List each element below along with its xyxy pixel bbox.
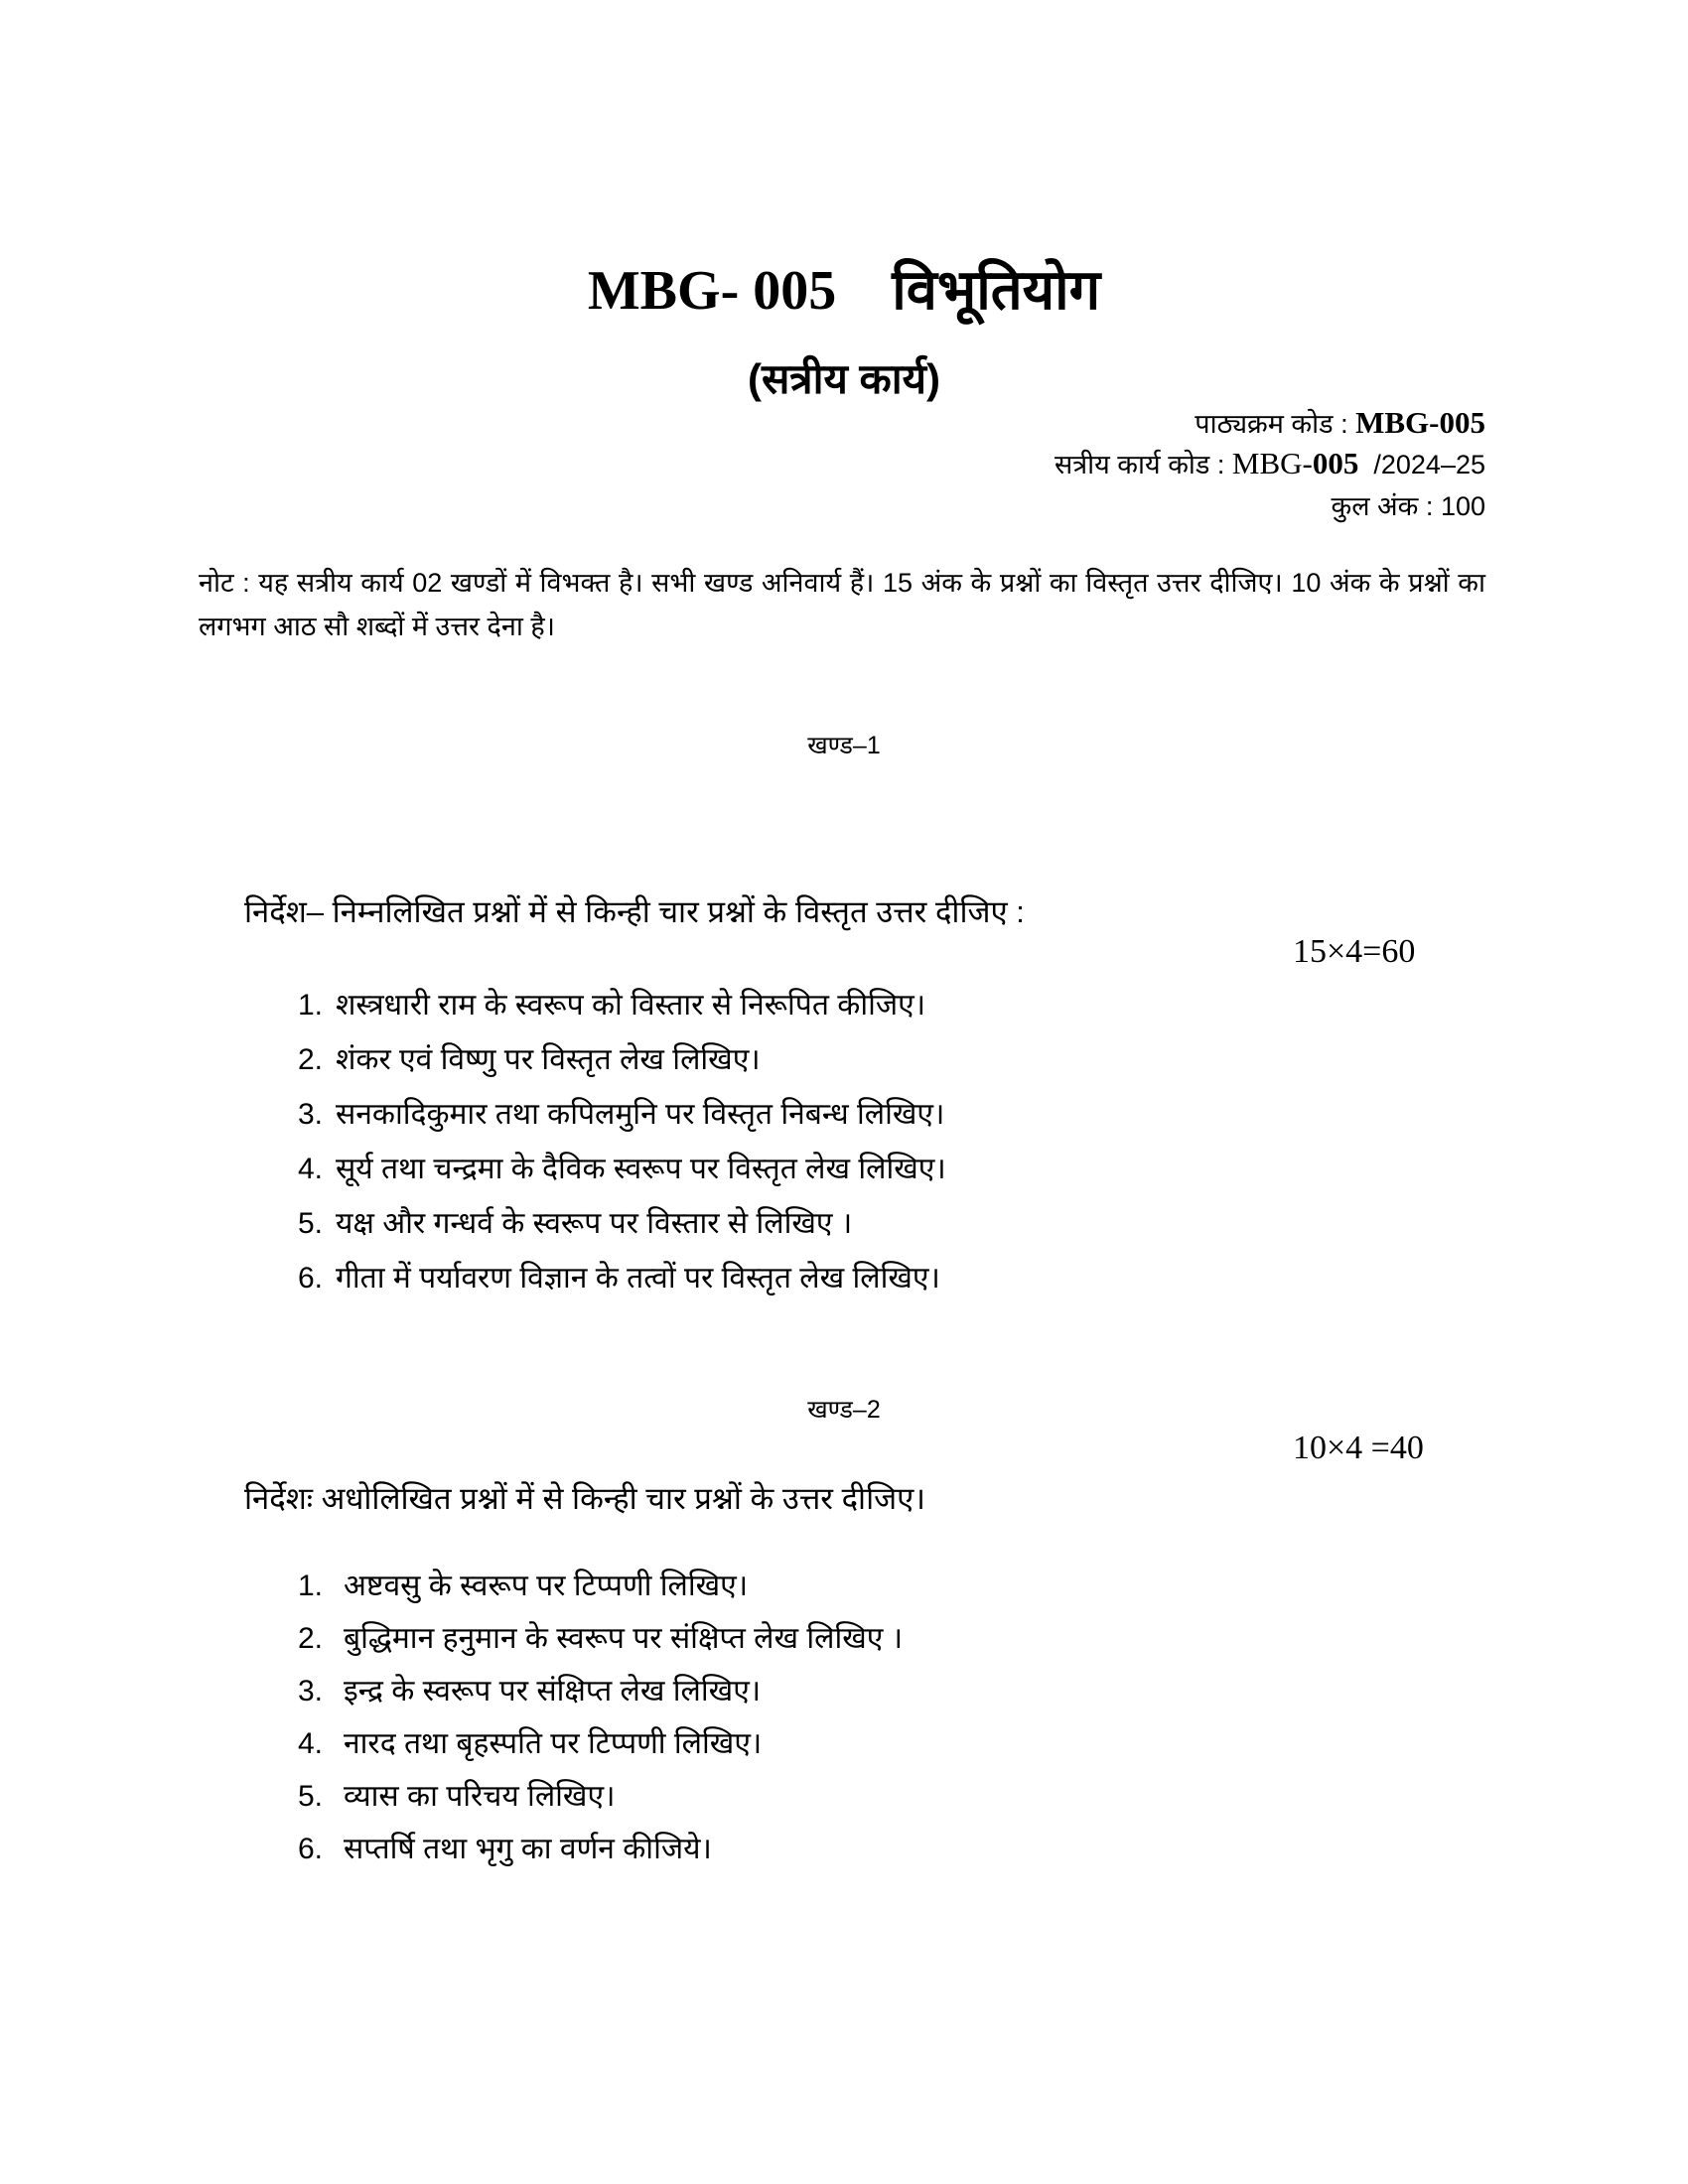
total-marks-line — [1332, 486, 1486, 523]
list-item: 3. इन्द्र के स्वरूप पर संक्षिप्त लेख लिखिए। — [298, 1675, 762, 1707]
list-item: 5. व्यास का परिचय लिखिए। — [298, 1780, 616, 1813]
course-code-line — [1195, 404, 1485, 441]
list-item: 2. बुद्धिमान हनुमान के स्वरूप पर संक्षिप्त लेख लिखिए । — [298, 1622, 904, 1655]
page-subtitle: (सत्रीय कार्य) — [748, 355, 940, 402]
total-marks-value: 100 — [1440, 491, 1485, 521]
list-item: 6. सप्तर्षि तथा भृगु का वर्णन कीजिये। — [298, 1833, 712, 1865]
section-2-marks: 10×4 =40 — [1293, 1430, 1424, 1466]
section-2-heading: खण्ड–2 — [807, 1396, 881, 1424]
course-title: विभूतियोग — [892, 258, 1101, 321]
list-item: 1. अष्टवसु के स्वरूप पर टिप्पणी लिखिए। — [298, 1570, 749, 1602]
list-item: 3. सनकादिकुमार तथा कपिलमुनि पर विस्तृत निबन्ध लिखिए। — [298, 1098, 945, 1131]
list-item: 2. शंकर एवं विष्णु पर विस्तृत लेख लिखिए। — [298, 1043, 761, 1076]
section-1-heading: खण्ड–1 — [807, 732, 881, 759]
list-item: 4. नारद तथा बृहस्पति पर टिप्पणी लिखिए। — [298, 1727, 763, 1760]
note-paragraph: नोट : यह सत्रीय कार्य 02 खण्डों में विभक्त है। सभी खण्ड अनिवार्य हैं। 15 अंक के प्रश्नों का विस्तृत उत्तर दीजिए। 10 अंक के प्रश्नों का लगभग आठ सौ शब्दों में उत्तर देना है। — [199, 568, 1485, 641]
section-2-questions — [298, 1564, 903, 1879]
list-item: 4. सूर्य तथा चन्द्रमा के दैविक स्वरूप पर विस्तृत लेख लिखिए। — [298, 1153, 946, 1185]
section-2-instruction: निर्देशः अधोलिखित प्रश्नों में से किन्ही चार प्रश्नों के उत्तर दीजिए। — [244, 1481, 926, 1516]
list-item: 5. यक्ष और गन्धर्व के स्वरूप पर विस्तार से लिखिए । — [298, 1207, 853, 1240]
assignment-code-line — [1055, 445, 1485, 481]
course-code-heading: MBG- 005 — [587, 260, 837, 322]
assignment-code-prefix: MBG- — [1231, 446, 1313, 480]
list-item: 6. गीता में पर्यावरण विज्ञान के तत्वों पर विस्तृत लेख लिखिए। — [298, 1262, 940, 1295]
total-marks-label: कुल अंक : — [1331, 491, 1434, 521]
section-1-questions — [298, 983, 946, 1310]
section-1-marks: 15×4=60 — [1293, 933, 1416, 970]
course-code-value: MBG-005 — [1355, 405, 1485, 440]
assignment-year: /2024–25 — [1373, 450, 1485, 479]
section-1-instruction: निर्देश– निम्नलिखित प्रश्नों में से किन्ही चार प्रश्नों के विस्तृत उत्तर दीजिए : — [244, 894, 1025, 929]
page-title — [0, 250, 1688, 326]
course-code-label: पाठ्यक्रम कोड : — [1195, 409, 1348, 439]
assignment-code-label: सत्रीय कार्य कोड : — [1055, 450, 1225, 479]
list-item: 1. शस्त्रधारी राम के स्वरूप को विस्तार से निरूपित कीजिए। — [298, 989, 926, 1022]
assignment-code-number: 005 — [1312, 446, 1359, 480]
